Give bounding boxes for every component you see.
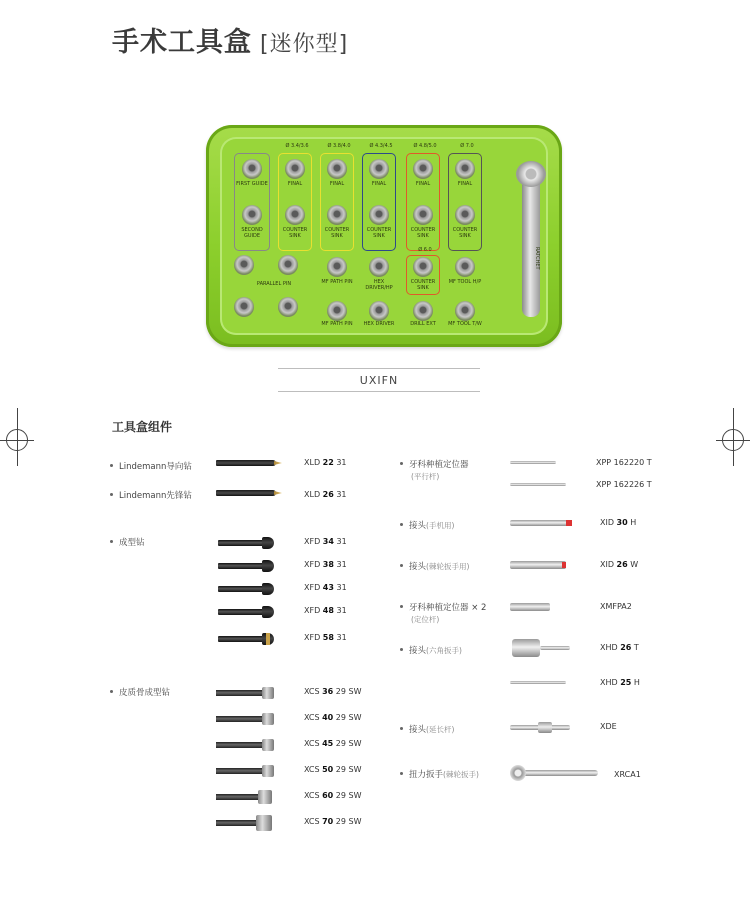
surgical-tray-image <box>206 125 562 347</box>
form-drill-image <box>218 609 270 615</box>
crosshair-right-icon <box>722 429 744 451</box>
item-code: XID 26 W <box>600 560 639 569</box>
item-label: 接头(手机用) <box>400 519 454 531</box>
item-code: XFD 38 31 <box>304 560 347 569</box>
cortical-drill-image <box>216 742 272 748</box>
item-code: XDE <box>600 722 617 731</box>
page-title <box>112 20 348 59</box>
item-code: XCS 40 29 SW <box>304 713 362 722</box>
tray-well <box>242 205 262 225</box>
tray-label: Ø 6.0 <box>418 247 432 253</box>
tray-well <box>369 159 389 179</box>
tray-well <box>369 257 389 277</box>
tray-well <box>234 255 254 275</box>
tray-label: MF PATH PIN <box>321 279 353 285</box>
handpiece-adapter-image <box>510 520 572 526</box>
item-label: 皮质骨成型钻 <box>110 686 170 698</box>
hex-driver-image <box>512 639 540 657</box>
torque-wrench-head-image <box>510 765 526 781</box>
tray-label: MF TOOL H/P <box>448 279 482 285</box>
cortical-drill-image <box>216 690 272 696</box>
bullet-icon <box>400 727 403 730</box>
tray-label: COUNTER SINK <box>324 227 350 239</box>
title-subtitle: [迷你型] <box>260 32 349 57</box>
tray-well <box>413 159 433 179</box>
item-label: 成型钻 <box>110 536 145 548</box>
torque-wrench-image <box>520 770 598 776</box>
tray-label: COUNTER SINK <box>410 227 436 239</box>
item-code: XID 30 H <box>600 518 637 527</box>
tray-well <box>242 159 262 179</box>
tray-diameter: Ø 7.0 <box>460 143 474 149</box>
tray-well <box>369 301 389 321</box>
item-code: XMFPA2 <box>600 602 632 611</box>
bullet-icon <box>400 564 403 567</box>
bullet-icon <box>110 690 113 693</box>
item-label: 牙科种植定位器 × 2 <box>400 601 486 613</box>
cortical-drill-image <box>216 794 270 800</box>
form-drill-image <box>218 636 270 642</box>
cortical-drill-image <box>216 716 272 722</box>
item-code: XFD 48 31 <box>304 606 347 615</box>
item-code: XRCA1 <box>614 770 641 779</box>
item-label: 接头(棘轮扳手用) <box>400 560 469 572</box>
tray-well <box>413 301 433 321</box>
ratchet-adapter-image <box>510 561 566 569</box>
drill-image <box>216 460 276 466</box>
tray-label: MF TOOL T/W <box>448 321 482 327</box>
item-label: Lindemann导向钻 <box>110 460 192 472</box>
tray-well <box>327 159 347 179</box>
tray-label: FINAL <box>415 181 431 187</box>
item-label: Lindemann先锋钻 <box>110 489 192 501</box>
item-code: XCS 36 29 SW <box>304 687 362 696</box>
item-code: XCS 50 29 SW <box>304 765 362 774</box>
item-code: XCS 60 29 SW <box>304 791 362 800</box>
tray-well <box>327 301 347 321</box>
bullet-icon <box>400 605 403 608</box>
tray-well <box>278 297 298 317</box>
tray-label: COUNTER SINK <box>410 279 436 291</box>
tray-well <box>278 255 298 275</box>
item-code: XPP 162226 T <box>596 480 652 489</box>
tray-well <box>413 257 433 277</box>
tray-well <box>369 205 389 225</box>
crosshair-left-icon <box>6 429 28 451</box>
tray-label: FINAL <box>287 181 303 187</box>
tray-well <box>455 159 475 179</box>
tray-label: COUNTER SINK <box>366 227 392 239</box>
item-code: XFD 34 31 <box>304 537 347 546</box>
tray-well <box>455 257 475 277</box>
item-label: 接头(六角扳手) <box>400 644 462 656</box>
extension-adapter-image <box>510 725 570 730</box>
tray-diameter: Ø 4.8/5.0 <box>413 143 437 149</box>
form-drill-image <box>218 540 270 546</box>
tray-well <box>327 257 347 277</box>
tray-well <box>413 205 433 225</box>
tray-diameter: Ø 3.4/3.6 <box>285 143 309 149</box>
item-label: 接头(延长杆) <box>400 723 454 735</box>
item-code: XLD 26 31 <box>304 490 347 499</box>
tray-label: HEX DRIVER <box>363 321 395 327</box>
tray-label: FINAL <box>329 181 345 187</box>
item-label: 扭力扳手(棘轮扳手) <box>400 768 479 780</box>
tray-well <box>234 297 254 317</box>
item-code: XFD 43 31 <box>304 583 347 592</box>
cortical-drill-image <box>216 768 272 774</box>
product-code: UXIFN <box>278 368 480 392</box>
tray-well <box>285 205 305 225</box>
tray-label: HEX DRIVER/HP <box>365 279 393 291</box>
bullet-icon <box>400 462 403 465</box>
bullet-icon <box>110 493 113 496</box>
bullet-icon <box>400 648 403 651</box>
tray-diameter: Ø 3.8/4.0 <box>327 143 351 149</box>
item-code: XLD 22 31 <box>304 458 347 467</box>
tray-label: FIRST GUIDE <box>236 181 268 187</box>
item-code: XHD 26 T <box>600 643 639 652</box>
parallel-pin-image <box>510 483 566 486</box>
hex-driver-short-image <box>510 681 566 684</box>
ratchet-label: RATCHET <box>534 247 540 270</box>
positioner-image <box>510 603 550 611</box>
hex-driver-shaft-image <box>540 646 570 650</box>
tray-label: MF PATH PIN <box>321 321 353 327</box>
bullet-icon <box>400 772 403 775</box>
section-title: 工具盒组件 <box>112 420 173 434</box>
bullet-icon <box>110 540 113 543</box>
tray-label: PARALLEL PIN <box>256 281 292 287</box>
item-note: (定位杆) <box>411 615 440 624</box>
tray-label: COUNTER SINK <box>452 227 478 239</box>
item-code: XPP 162220 T <box>596 458 652 467</box>
ratchet-head-image <box>516 161 546 187</box>
tray-well <box>327 205 347 225</box>
form-drill-image <box>218 563 270 569</box>
tray-label: DRILL EXT <box>410 321 436 327</box>
tray-well <box>455 301 475 321</box>
bullet-icon <box>110 464 113 467</box>
item-code: XCS 70 29 SW <box>304 817 362 826</box>
title-main: 手术工具盒 <box>112 27 252 58</box>
item-code: XFD 58 31 <box>304 633 347 642</box>
bullet-icon <box>400 523 403 526</box>
item-code: XHD 25 H <box>600 678 640 687</box>
item-label: 牙科种植定位器 <box>400 458 469 470</box>
form-drill-image <box>218 586 270 592</box>
tray-label: FINAL <box>371 181 387 187</box>
tray-diameter: Ø 4.3/4.5 <box>369 143 393 149</box>
parallel-pin-image <box>510 461 556 464</box>
tray-label: COUNTER SINK <box>282 227 308 239</box>
tray-well <box>455 205 475 225</box>
tray-well <box>285 159 305 179</box>
tray-inner <box>220 137 548 335</box>
tray-label: SECOND GUIDE <box>241 227 263 239</box>
item-note: (平行杆) <box>411 472 440 481</box>
drill-image <box>216 490 276 496</box>
cortical-drill-image <box>216 820 270 826</box>
item-code: XCS 45 29 SW <box>304 739 362 748</box>
tray-label: FINAL <box>457 181 473 187</box>
